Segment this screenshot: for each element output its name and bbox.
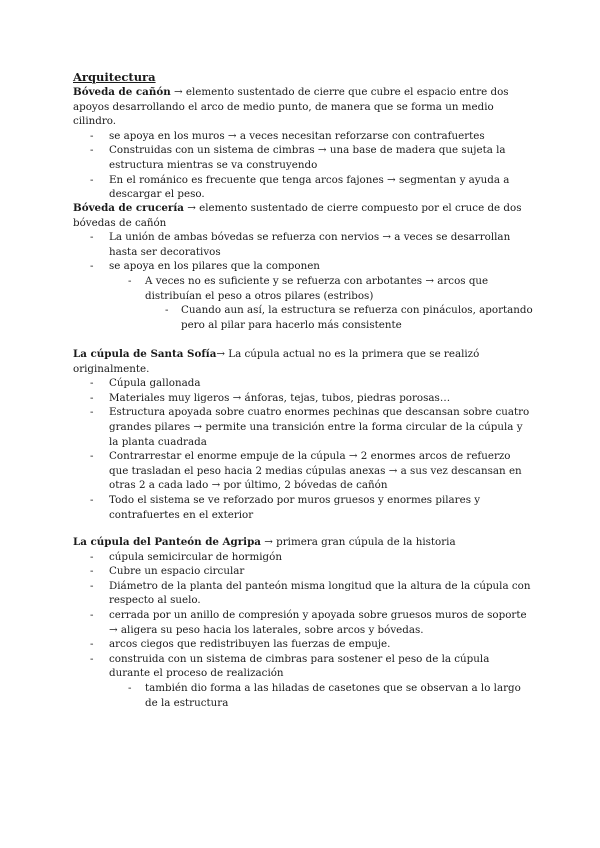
section-heading: Bóveda de cañón bbox=[73, 86, 171, 98]
list-item-text: Cúpula gallonada bbox=[109, 377, 201, 390]
bullet-list bbox=[73, 376, 533, 522]
list-item bbox=[73, 550, 533, 565]
list-item bbox=[73, 376, 533, 391]
list-item-text: cúpula semicircular de hormigón bbox=[109, 550, 282, 563]
list-item-text: La unión de ambas bóvedas se refuerza con nervios → a veces se desarrollan hasta ser decorativos bbox=[109, 231, 511, 258]
bullet-dash: - bbox=[90, 377, 94, 390]
list-item-text: Contrarrestar el enorme empuje de la cúpula → 2 enormes arcos de refuerzo que trasladan el peso hacia 2 medias cúpulas anexas → a sus vez descansan en otras 2 a cada lado → por último, 2 bóvedas de cañón bbox=[109, 450, 522, 492]
bullet-dash: - bbox=[90, 579, 94, 592]
bullet-dash: - bbox=[90, 450, 94, 463]
list-item-text: cerrada por un anillo de compresión y apoyada sobre gruesos muros de soporte → aligera su peso hacia los laterales, sobre arcos y bóvedas. bbox=[109, 608, 527, 636]
list-item bbox=[73, 391, 533, 406]
list-item-text: A veces no es suficiente y se refuerza con arbotantes → arcos que distribuían el peso a otros pilares (estribos) bbox=[145, 274, 489, 302]
list-item bbox=[73, 637, 533, 652]
bullet-dash: - bbox=[90, 260, 94, 273]
list-item bbox=[73, 652, 533, 681]
list-item-text: construida con un sistema de cimbras para sostener el peso de la cúpula durante el proceso de realización bbox=[109, 652, 490, 680]
bullet-list bbox=[73, 230, 533, 332]
bullet-dash: - bbox=[90, 391, 94, 404]
list-item bbox=[73, 143, 533, 172]
bullet-list bbox=[73, 550, 533, 711]
section-intro-text: → La cúpula actual no es la primera que se realizó originalmente. bbox=[73, 348, 480, 375]
bullet-dash: - bbox=[90, 565, 94, 578]
bullet-dash: - bbox=[90, 493, 94, 506]
bullet-dash: - bbox=[128, 274, 132, 287]
list-item bbox=[73, 449, 533, 493]
bullet-dash: - bbox=[90, 144, 94, 157]
list-item bbox=[73, 129, 533, 144]
section-panteon-agripa bbox=[73, 535, 533, 710]
list-item-text: Cuando aun así, la estructura se refuerza con pináculos, aportando pero al pilar para hacerlo más consistente bbox=[181, 304, 533, 331]
bullet-dash: - bbox=[90, 406, 94, 419]
list-item-text: se apoya en los muros → a veces necesitan reforzarse con contrafuertes bbox=[109, 129, 485, 142]
bullet-dash: - bbox=[165, 304, 169, 317]
section-intro-text: → elemento sustentado de cierre que cubre el espacio entre dos apoyos desarrollando el arco de medio punto, de manera que se forma un medio cilindro. bbox=[73, 86, 509, 128]
list-item bbox=[73, 405, 533, 449]
section-intro bbox=[73, 535, 533, 550]
section-santa-sofia bbox=[73, 347, 533, 522]
bullet-dash: - bbox=[90, 652, 94, 665]
list-item-text: arcos ciegos que redistribuyen las fuerzas de empuje. bbox=[109, 638, 391, 651]
list-item bbox=[73, 230, 533, 259]
list-item-text: En el románico es frecuente que tenga arcos fajones → segmentan y ayuda a descargar el peso. bbox=[109, 173, 510, 201]
list-item bbox=[73, 303, 533, 332]
section-intro bbox=[73, 201, 533, 230]
list-item bbox=[73, 259, 533, 274]
list-item-text: Cubre un espacio circular bbox=[109, 565, 245, 578]
section-intro-text: → elemento sustentado de cierre compuesto por el cruce de dos bóvedas de cañón bbox=[73, 202, 522, 229]
bullet-dash: - bbox=[90, 638, 94, 651]
list-item-text: Diámetro de la planta del panteón misma longitud que la altura de la cúpula con respecto al suelo. bbox=[109, 579, 531, 607]
bullet-dash: - bbox=[90, 608, 94, 621]
bullet-dash: - bbox=[90, 129, 94, 142]
bullet-dash: - bbox=[90, 173, 94, 186]
section-boveda-canon bbox=[73, 85, 533, 202]
section-boveda-cruceria bbox=[73, 201, 533, 332]
list-item bbox=[73, 608, 533, 637]
list-item-text: Todo el sistema se ve reforzado por muros gruesos y enormes pilares y contrafuertes en el exterior bbox=[109, 493, 481, 521]
bullet-dash: - bbox=[90, 231, 94, 244]
section-heading: La cúpula de Santa Sofía bbox=[73, 348, 217, 360]
section-intro-text: → primera gran cúpula de la historia bbox=[260, 536, 456, 548]
list-item bbox=[73, 579, 533, 608]
bullet-dash: - bbox=[128, 681, 132, 694]
section-intro bbox=[73, 347, 533, 376]
bullet-list bbox=[73, 129, 533, 202]
section-intro bbox=[73, 85, 533, 129]
section-heading: Bóveda de crucería bbox=[73, 202, 184, 214]
list-item bbox=[73, 274, 533, 303]
bullet-dash: - bbox=[90, 550, 94, 563]
list-item-text: Materiales muy ligeros → ánforas, tejas, tubos, piedras porosas… bbox=[109, 391, 451, 404]
section-heading: La cúpula del Panteón de Agripa bbox=[73, 536, 261, 548]
list-item bbox=[73, 681, 533, 710]
list-item bbox=[73, 493, 533, 522]
list-item-text: se apoya en los pilares que la componen bbox=[109, 260, 320, 273]
list-item-text: también dio forma a las hiladas de casetones que se observan a lo largo de la estructura bbox=[145, 681, 521, 709]
list-item-text: Estructura apoyada sobre cuatro enormes pechinas que descansan sobre cuatro grandes pilares → permite una transición entre la forma circular de la cúpula y la planta cuadrada bbox=[109, 406, 530, 448]
list-item-text: Construidas con un sistema de cimbras → una base de madera que sujeta la estructura mientras se va construyendo bbox=[109, 144, 506, 171]
document-title: Arquitectura bbox=[73, 70, 156, 84]
list-item bbox=[73, 564, 533, 579]
list-item bbox=[73, 173, 533, 202]
